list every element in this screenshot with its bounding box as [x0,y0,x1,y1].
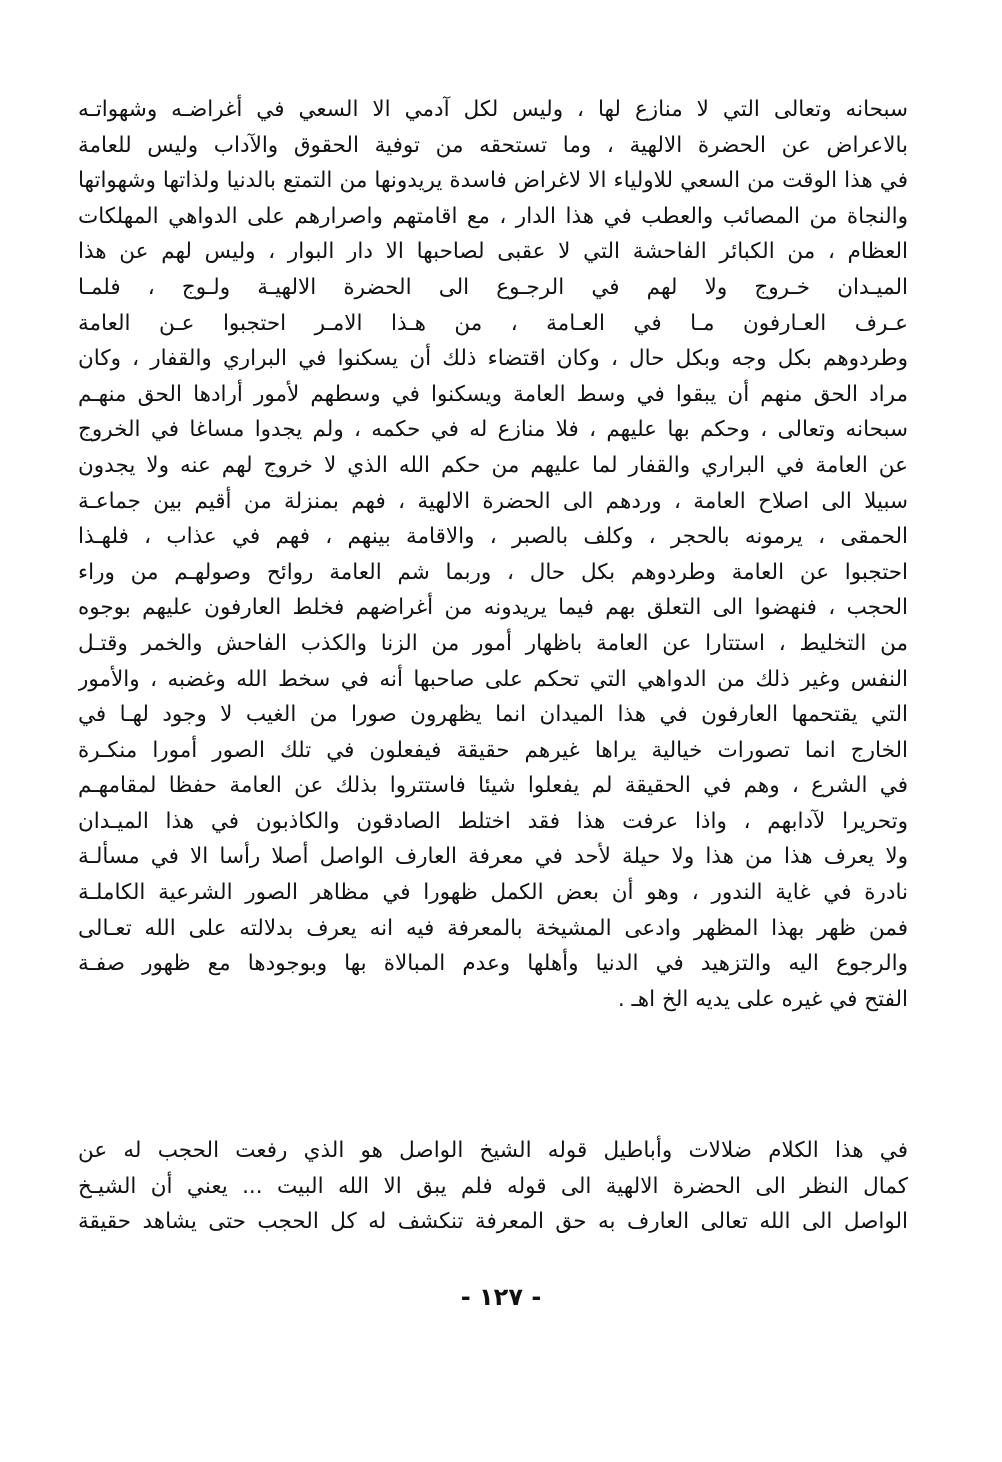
text-line: سبيلا الى اصلاح العامة ، وردهم الى الحضرة الالهية ، فهم بمنزلة من أقيم بين جماعـة [78,488,908,514]
text-line: الخارج انما تصورات خيالية يراها غيرهم حقيقة فيفعلون في تلك الصور أمورا منكـرة [78,737,908,763]
text-line: عـرف العـارفون مـا في العـامة ، من هـذا الامـر احتجبوا عـن العامة [78,310,908,336]
text-line: في هذا الوقت من السعي للاولياء الا لاغراض فاسدة يريدونها من التمتع بالدنيا ولذاتها وشهواتها [78,168,908,194]
paragraph-1 [78,92,908,1017]
text-line: وتحريرا لآدابهم ، واذا عرفت هذا فقد اختلط الصادقون والكاذبون في هذا الميـدان [78,808,908,834]
text-line: سبحانه وتعالى ، وحكم بها عليهم ، فلا منازع له في حكمه ، ولم يجدوا مساغا في الخروج [78,417,908,443]
page-number: - ١٢٧ - [460,1283,542,1311]
text-line: من التخليط ، استتارا عن العامة باظهار أمور من الزنا والكذب الفاحش والخمر وقتـل [78,630,908,656]
text-line: نادرة في غاية الندور ، وهو أن بعض الكمل ظهورا في مظاهر الصور الشرعية الكاملـة [78,880,908,906]
text-line: الميـدان خـروج ولا لهم في الرجـوع الى الحضرة الالهيـة ولـوج ، فلمـا [78,274,908,300]
paragraph-2 [78,1133,908,1240]
text-line: مراد الحق منهم أن يبقوا في وسط العامة ويسكنوا في وسطهم لأمور أرادها الحق منهـم [78,381,908,407]
text-line: في الشرع ، وهم في الحقيقة لم يفعلوا شيئا فاستتروا بذلك عن العامة حفظا لمقامهـم [78,773,908,799]
text-line: وطردوهم بكل وجه وبكل حال ، وكان اقتضاء ذلك أن يسكنوا في البراري والقفار ، وكان [78,346,908,372]
text-line: التي يقتحمها العارفون في هذا الميدان انما يظهرون صورا من الغيب لا وجود لهـا في [78,702,908,728]
text-line: الفتح في غيره على يديه الخ اهـ . [617,986,908,1012]
text-line: الواصل الى الله تعالى العارف به حق المعرفة تنكشف له كل الحجب حتى يشاهد حقيقة [78,1209,908,1235]
text-line: كمال النظر الى الحضرة الالهية الى قوله فلم يبق الا الله البيت ... يعني أن الشيـخ [78,1173,908,1199]
text-line: سبحانه وتعالى التي لا منازع لها ، وليس لكل آدمي الا السعي في أغراضـه وشهواتـه [78,97,908,122]
text-line: فمن ظهر بهذا المظهر وادعى المشيخة بالمعرفة فيه انه يعرف بدلالته على الله تعـالى [78,915,908,941]
text-line: الحمقى ، يرمونه بالحجر ، وكلف بالصبر ، والاقامة بينهم ، فهم في عذاب ، فلهـذا [78,524,908,550]
text-line: النفس وغير ذلك من الدواهي التي تحكم على صاحبها أنه في سخط الله وغضبه ، والأمور [78,666,908,692]
text-line: عن العامة في البراري والقفار لما عليهم من حكم الله الذي لا خروج لهم عنه ولا يجدون [78,452,908,478]
text-line: والنجاة من المصائب والعطب في هذا الدار ، مع اقامتهم واصرارهم على الدواهي المهلكات [78,203,908,229]
text-line: الحجب ، فنهضوا الى التعلق بهم فيما يريدونه من أغراضهم فخلط العارفون عليهم بوجوه [78,595,908,621]
text-line: احتجبوا عن العامة وطردوهم بكل حال ، وربما شم العامة روائح وصولهـم من وراء [78,559,908,585]
text-line: والرجوع اليه والتزهيد في الدنيا وأهلها وعدم المبالاة بها وبوجودها مع ظهور صفـة [78,951,908,977]
text-line: العظام ، من الكبائر الفاحشة التي لا عقبى لصاحبها الا دار البوار ، وليس لهم عن هذا [78,239,908,265]
text-line: بالاعراض عن الحضرة الالهية ، وما تستحقه من توفية الحقوق والآداب وليس للعامة [78,132,908,158]
text-line: ولا يعرف هذا من هذا ولا حيلة لأحد في معرفة العارف الواصل أصلا رأسا الا في مسألـة [78,844,908,870]
text-line: في هذا الكلام ضلالات وأباطيل قوله الشيخ الواصل هو الذي رفعت الحجب له عن [78,1138,908,1163]
